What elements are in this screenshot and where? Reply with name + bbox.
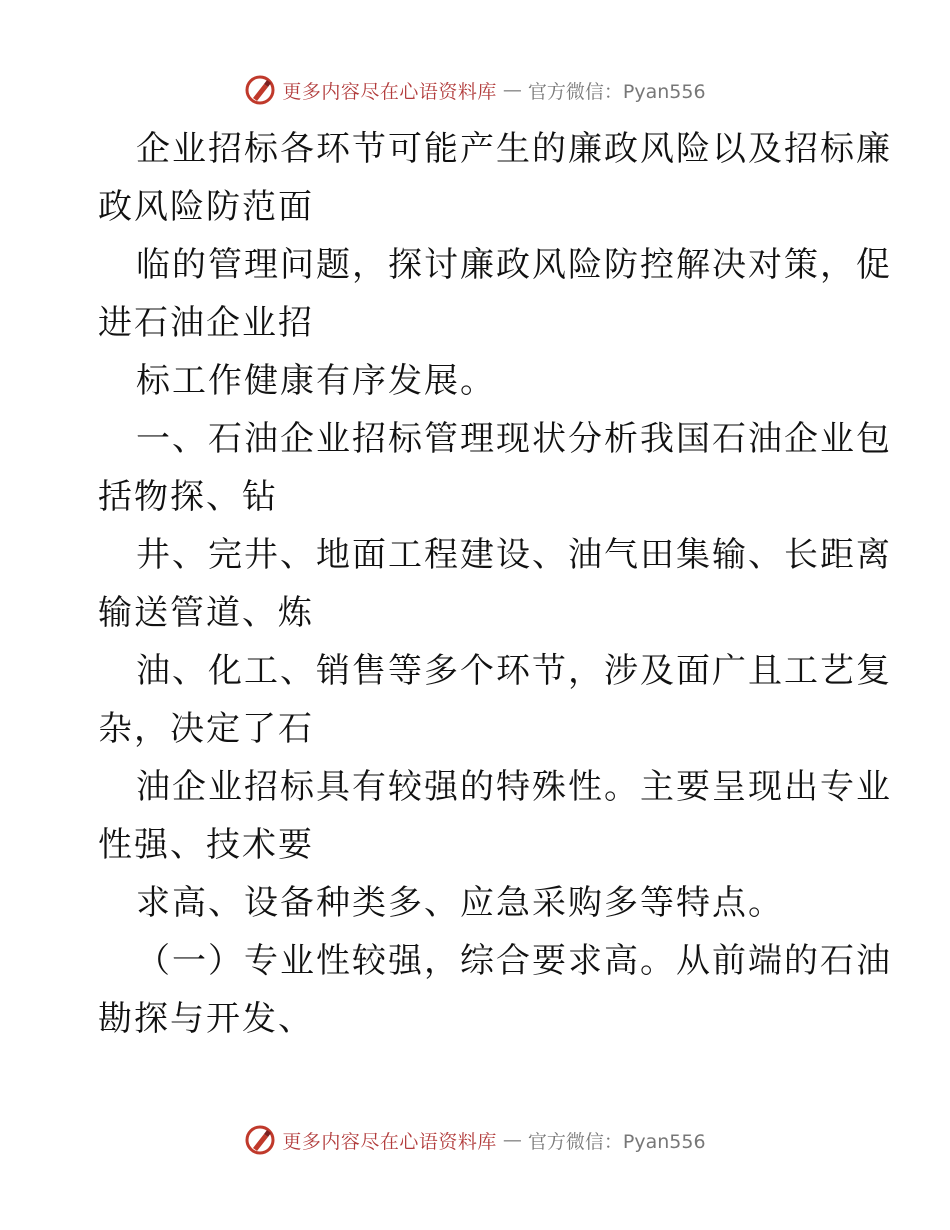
paragraph-3: [98, 352, 858, 410]
paragraph-line: 进石油企业招: [98, 303, 314, 343]
paragraph-line: 杂，决定了石: [98, 709, 314, 749]
footer-watermark: [0, 1120, 950, 1160]
paragraph-line: 一、石油企业招标管理现状分析我国石油企业包: [136, 419, 892, 459]
document-body: [98, 120, 892, 1048]
pen-logo-icon: [244, 1124, 276, 1156]
paragraph-line: （一）专业性较强，综合要求高。从前端的石油: [136, 941, 892, 981]
paragraph-line: 油企业招标具有较强的特殊性。主要呈现出专业: [136, 767, 892, 807]
paragraph-line: 性强、技术要: [98, 825, 314, 865]
paragraph-line: 勘探与开发、: [98, 999, 314, 1039]
watermark-official: 官方微信：Pyan556: [527, 1130, 706, 1153]
paragraph-line: 企业招标各环节可能产生的廉政风险以及招标廉: [136, 129, 892, 169]
paragraph-line: 政风险防范面: [98, 187, 314, 227]
paragraph-line: 标工作健康有序发展。: [136, 361, 496, 401]
header-watermark: [0, 70, 950, 110]
watermark-text: 更多内容尽在心语资料库: [282, 1130, 497, 1153]
watermark-official: 官方微信：Pyan556: [527, 80, 706, 103]
paragraph-8: [98, 874, 858, 932]
paragraph-line: 油、化工、销售等多个环节，涉及面广且工艺复: [136, 651, 892, 691]
paragraph-6: [98, 642, 892, 758]
paragraph-line: 井、完井、地面工程建设、油气田集输、长距离: [136, 535, 892, 575]
paragraph-9: [98, 932, 892, 1048]
pen-logo-icon: [244, 74, 276, 106]
watermark-text: 更多内容尽在心语资料库: [282, 80, 497, 103]
paragraph-line: 求高、设备种类多、应急采购多等特点。: [136, 883, 784, 923]
paragraph-7: [98, 758, 892, 874]
paragraph-1: [98, 120, 892, 236]
paragraph-2: [98, 236, 892, 352]
paragraph-line: 输送管道、炼: [98, 593, 314, 633]
paragraph-line: 括物探、钻: [98, 477, 278, 517]
paragraph-4: [98, 410, 892, 526]
watermark-dash: —: [502, 1129, 522, 1151]
paragraph-5: [98, 526, 892, 642]
paragraph-line: 临的管理问题，探讨廉政风险防控解决对策，促: [136, 245, 892, 285]
watermark-dash: —: [502, 79, 522, 101]
